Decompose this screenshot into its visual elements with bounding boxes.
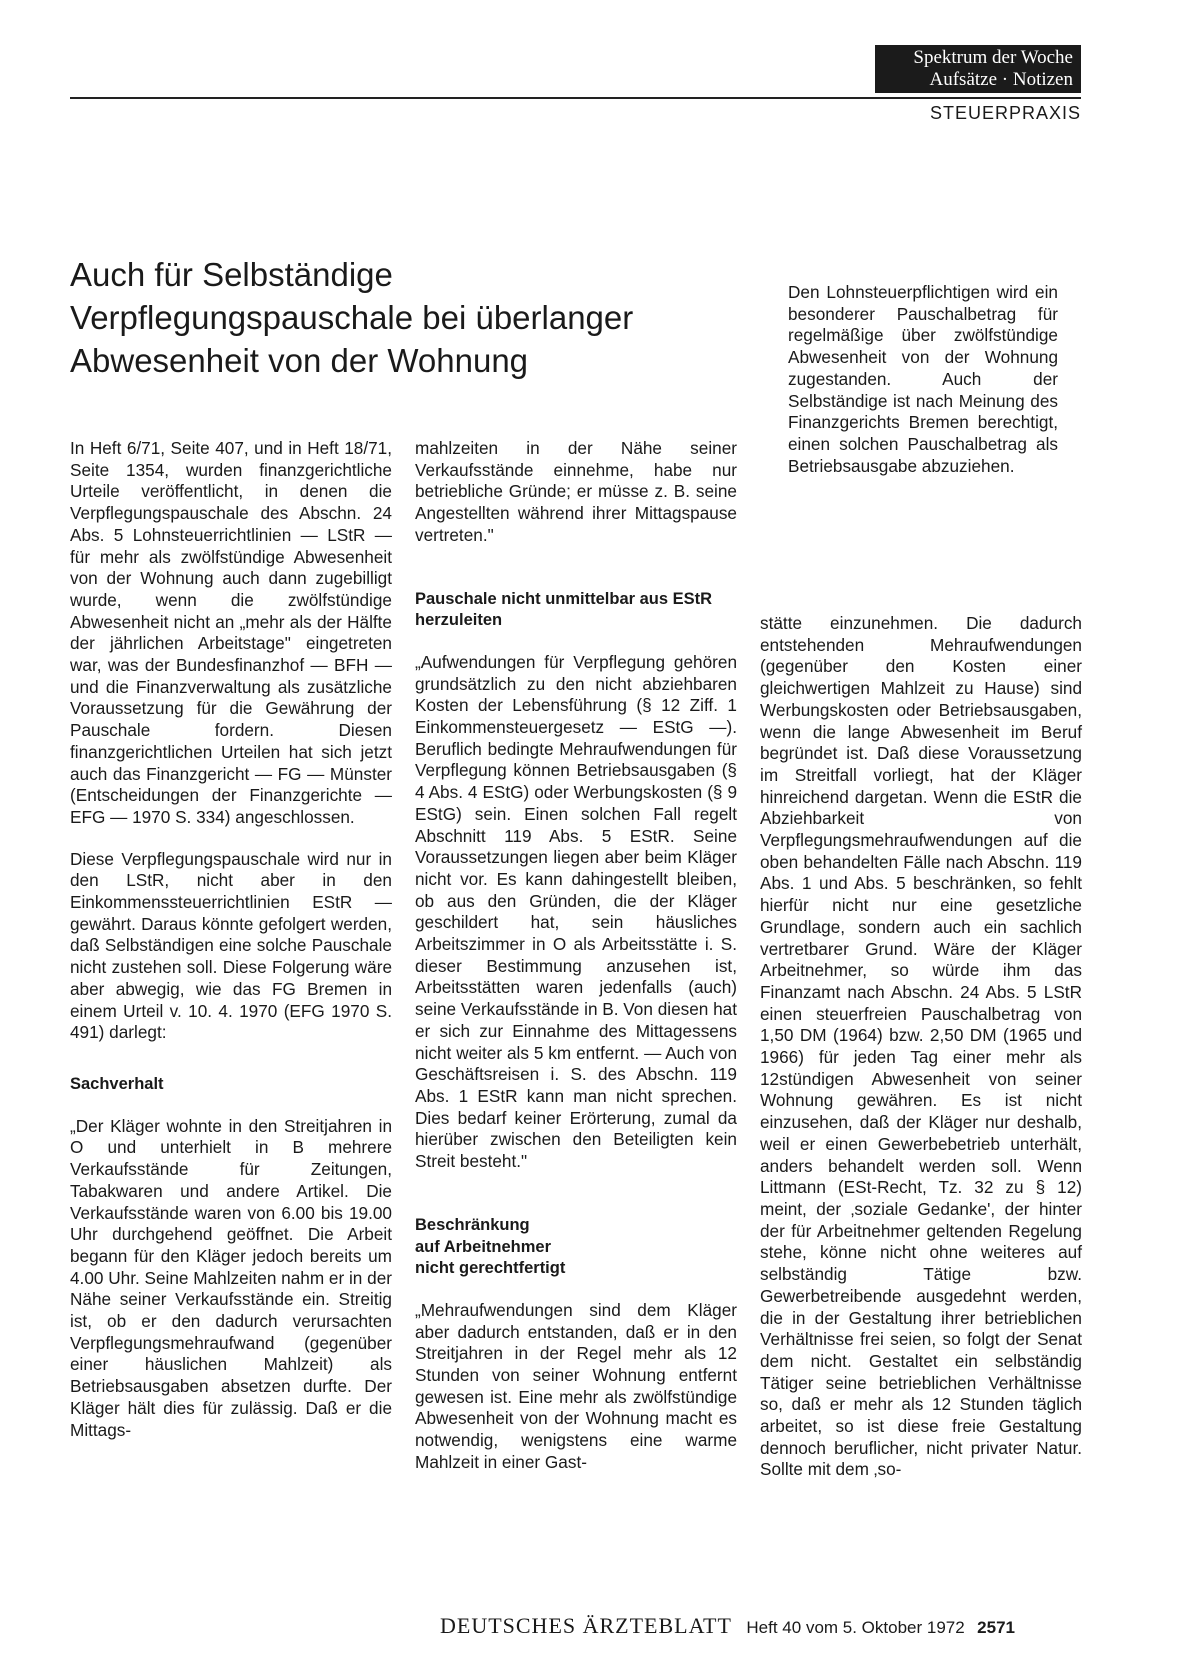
subheading-beschraenkung-line-3: nicht gerechtfertigt [415,1259,566,1278]
page-number: 2571 [977,1618,1015,1637]
header-rule [70,97,1081,99]
column-3-paragraph-1: stätte einzunehmen. Die dadurch entstehenden Mehraufwendungen (gegenüber den Kosten einer gleichwertigen Mahlzeit zu Hause) sind Werbungskosten oder Betriebsausgaben, wenn die lange Abwesenheit im Beruf begründet ist. Daß diese Voraussetzung im Streitfall vorliegt, hat der Kläger hinreichend dargetan. Wenn die EStR die Abziehbarkeit von Verpflegungsmehraufwendungen auf die oben behandelten Fälle nach Abschn. 119 Abs. 1 und Abs. 5 beschränken, so fehlt hierfür nicht nur eine gesetzliche Grundlage, sondern auch ein sachlich vertretbarer Grund. Wäre der Kläger Arbeitnehmer, so würde ihm das Finanzamt nach Abschn. 24 Abs. 5 LStR einen steuerfreien Pauschalbetrag von 1,50 DM (1964) bzw. 2,50 DM (1965 und 1966) für jeden Tag einer mehr als 12stündigen Abwesenheit von seiner Wohnung gewähren. Es ist nicht einzusehen, daß der Kläger nur deshalb, weil er einen Gewerbebetrieb unterhält, anders behandelt werden soll. Wenn Littmann (ESt-Recht, Tz. 32 zu § 12) meint, der ‚soziale Gedanke', der hinter der für Arbeitnehmer geltenden Regelung stehe, könne nicht ohne weiteres auf selbständig Tätige bzw. Gewerbetreibende ausgedehnt werden, die in der Gestaltung ihrer betrieblichen Verhältnisse frei seien, so folgt der Senat dem nicht. Gestaltet ein selbständig Tätiger seine betrieblichen Verhältnisse so, daß er mehr als 12 Stunden täglich arbeitet, so ist diese freie Gestaltung dennoch beruflicher, nicht privater Natur. Sollte mit dem ‚so- [760,613,1082,1480]
journal-name: DEUTSCHES ÄRZTEBLATT [440,1613,732,1638]
column-1-paragraph-1: In Heft 6/71, Seite 407, und in Heft 18/71, Seite 1354, wurden finanzgerichtliche Urteile veröffentlicht, in denen die Verpflegungspauschale des Abschn. 24 Abs. 5 Lohnsteuerrichtlinien — LStR — für mehr als zwölfstündige Abwesenheit von der Wohnung auch dann zugebilligt wurde, wenn die zwölfstündige Abwesenheit nicht an „mehr als der Hälfte der jährlichen Arbeitstage" eingetreten war, was der Bundesfinanzhof — BFH — und die Finanzverwaltung als zusätzliche Voraussetzung für die Gewährung der Pauschale fordern. Diesen finanzgerichtlichen Urteilen hat sich jetzt auch das Finanzgericht — FG — Münster (Entscheidungen der Finanzgerichte — EFG — 1970 S. 334) angeschlossen. [70,438,392,827]
column-3 [760,613,1082,1501]
subheading-sachverhalt: Sachverhalt [70,1074,164,1093]
badge-line-2: Aufsätze · Notizen [929,69,1073,90]
column-1-paragraph-2: Diese Verpflegungspauschale wird nur in den LStR, nicht aber in den Einkommenssteuerrichtlinien EStR — gewährt. Daraus könnte gefolgert werden, daß Selbständigen eine solche Pauschale nicht zustehen soll. Diese Folgerung wäre aber abwegig, wie das FG Bremen in einem Urteil v. 10. 4. 1970 (EFG 1970 S. 491) darlegt: [70,848,392,1043]
lead-text: Den Lohnsteuerpflichtigen wird ein besonderer Pauschalbetrag für regelmäßige über zwölfstündige Abwesenheit von der Wohnung zugestanden. Auch der Selbständige ist nach Meinung des Finanzgerichts Bremen berechtigt, einen solchen Pauschalbetrag als Betriebsausgabe abzuziehen. [788,282,1058,476]
section-badge [875,45,1081,93]
column-2-paragraph-3: „Mehraufwendungen sind dem Kläger aber dadurch entstanden, daß er in den Streitjahren in der Regel mehr als 12 Stunden von seiner Wohnung entfernt gewesen ist. Eine mehr als zwölfstündige Abwesenheit von der Wohnung macht es notwendig, wenigstens eine warme Mahlzeit in einer Gast- [415,1299,737,1472]
lead-paragraph [788,282,1058,497]
column-2-paragraph-2: „Aufwendungen für Verpflegung gehören grundsätzlich zu den nicht abziehbaren Kosten der Lebensführung (§ 12 Ziff. 1 Einkommensteuergesetz — EStG —). Beruflich bedingte Mehraufwendungen für Verpflegung können Betriebsausgaben (§ 4 Abs. 4 EStG) oder Werbungskosten (§ 9 EStG) sein. Einen solchen Fall regelt Abschnitt 119 Abs. 5 EStR. Seine Voraussetzungen liegen aber beim Kläger nicht vor. Es kann dahingestellt bleiben, ob aus den Gründen, die der Kläger geschildert hat, sein häusliches Arbeitszimmer in O als Arbeitsstätte i. S. dieser Bestimmung anzusehen ist, Arbeitsstätten waren jedenfalls (auch) seine Verkaufsstände in B. Von diesen hat er sich zur Einnahme des Mittagessens nicht weiter als 5 km entfernt. — Auch von Geschäftsreisen i. S. des Abschn. 119 Abs. 1 EStR kann man nicht sprechen. Dies bedarf keiner Erörterung, zumal da hierüber zwischen den Beteiligten kein Streit besteht." [415,651,738,1172]
issue-info: Heft 40 vom 5. Oktober 1972 [746,1618,965,1637]
subheading-beschraenkung-line-2: auf Arbeitnehmer [415,1237,551,1256]
section-label: STEUERPRAXIS [929,103,1081,123]
badge-line-1: Spektrum der Woche [913,47,1073,68]
headline-line-3: Abwesenheit von der Wohnung [70,342,529,379]
subheading-beschraenkung-line-1: Beschränkung [415,1215,530,1234]
headline-line-2: Verpflegungspauschale bei überlanger [70,299,634,336]
subheading-pauschale: Pauschale nicht unmittelbar aus EStR herzuleiten [415,589,713,630]
column-2-paragraph-1: mahlzeiten in der Nähe seiner Verkaufsstände einnehme, habe nur betriebliche Gründe; er müsse z. B. seine Angestellten während ihrer Mittagspause vertreten." [415,438,737,545]
page-footer [440,1613,1082,1639]
column-1-paragraph-3: „Der Kläger wohnte in den Streitjahren in O und unterhielt in B mehrere Verkaufsstände für Zeitungen, Tabakwaren und andere Artikel. Die Verkaufsstände waren von 6.00 bis 19.00 Uhr durchgehend geöffnet. Die Arbeit begann für den Kläger jedoch bereits um 4.00 Uhr. Seine Mahlzeiten nahm er in der Nähe seiner Verkaufsstände ein. Streitig ist, ob er den dadurch verursachten Verpflegungsmehraufwand (gegenüber einer häuslichen Mahlzeit) als Betriebsausgaben absetzen durfte. Der Kläger hält dies für zulässig. Daß er die Mittags- [70,1115,392,1440]
column-1 [70,438,392,1461]
article-headline [70,253,750,382]
headline-line-1: Auch für Selbständige [70,256,393,293]
subheading-beschraenkung [415,1215,737,1280]
column-2 [415,438,737,1494]
